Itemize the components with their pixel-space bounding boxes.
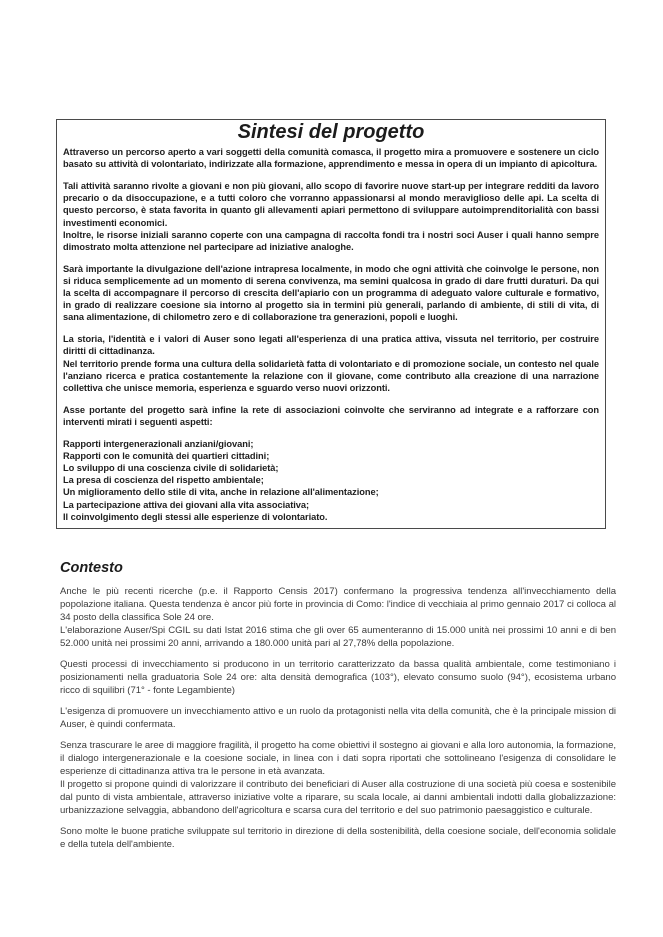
summary-paragraph: Inoltre, le risorse iniziali saranno coperte con una campagna di raccolta fondi tra i nostri soci Auser i quali hanno sempre dimostrato molta attenzione nel partecipare ad iniziative analoghe. bbox=[63, 229, 599, 252]
summary-paragraph: Tali attività saranno rivolte a giovani e non più giovani, allo scopo di favorire nuove start-up per integrare redditi da lavoro precario o da disoccupazione, e a tutti coloro che vorranno appassionarsi al mondo meraviglioso delle api. La scelta di questo percorso, è stata favorita in quanto gli allevamenti apiari permettono di sviluppare autoimprenditorialità con bassi investimenti economici. bbox=[63, 180, 599, 228]
aspect-item: Rapporti con le comunità dei quartieri cittadini; bbox=[63, 450, 270, 461]
aspect-item: La partecipazione attiva dei giovani alla vita associativa; bbox=[63, 499, 310, 510]
context-paragraph: L'esigenza di promuovere un invecchiamento attivo e un ruolo da protagonisti nella vita della comunità, che è la principale mission di Auser, è quindi confermata. bbox=[60, 706, 616, 730]
aspect-item: Rapporti intergenerazionali anziani/giovani; bbox=[63, 438, 254, 449]
context-paragraph: Il progetto si propone quindi di valorizzare il contributo dei beneficiari di Auser alla costruzione di una società più coesa e sostenibile dal punto di vista ambientale, attraverso iniziative volte a riparare, su scala locale, ai danni ambientali indotti dalla globalizzazione: urbanizzazione selvaggia, abbandono dell'agricoltura e scarsa cura del territorio e del suo patrimonio paesaggistico e culturale. bbox=[60, 779, 616, 816]
summary-paragraph: La storia, l'identità e i valori di Auser sono legati all'esperienza di una pratica attiva, vissuta nel territorio, per costruire diritti di cittadinanza. bbox=[63, 334, 599, 357]
summary-paragraph: Attraverso un percorso aperto a vari soggetti della comunità comasca, il progetto mira a promuovere e sostenere un ciclo basato su attività di volontariato, indirizzate alla formazione, apprendimento e messa in opera di un impianto di apicoltura. bbox=[63, 147, 599, 170]
aspect-item: Un miglioramento dello stile di vita, anche in relazione all'alimentazione; bbox=[63, 487, 379, 498]
summary-paragraph: Sarà importante la divulgazione dell'azione intrapresa localmente, in modo che ogni attività che coinvolge le persone, non si riduca semplicemente ad un momento di serena convivenza, ma semini qualcosa in grado di dare frutti duraturi. Da qui la scelta di accompagnare il percorso di crescita dell'apiario con un programma di adeguato valore culturale e formativo, in grado di realizzare coesione sia intorno al progetto sia in termini più generali, parlando di ambiente, di stili di vita, di sana alimentazione, di chilometro zero e di collaborazione tra generazioni, popoli e luoghi. bbox=[63, 263, 599, 323]
aspect-item: Il coinvolgimento degli stessi alle esperienze di volontariato. bbox=[63, 511, 328, 522]
context-paragraph: Questi processi di invecchiamento si producono in un territorio caratterizzato da bassa qualità ambientale, come testimoniano i posizionamenti nella graduatoria Sole 24 ore: alta densità demografica (103°), elevato consumo suolo (94°), ecosistema urbano ricco di squilibri (71° - fonte Legambiente) bbox=[60, 659, 616, 696]
context-paragraph: Sono molte le buone pratiche sviluppate sul territorio in direzione di della sostenibilità, della coesione sociale, dell'economia solidale e della tutela dell'ambiente. bbox=[60, 826, 616, 850]
summary-paragraph: Asse portante del progetto sarà infine la rete di associazioni coinvolte che serviranno ad integrate e a rafforzare con interventi mirati i seguenti aspetti: bbox=[63, 404, 599, 427]
aspect-item: La presa di coscienza del rispetto ambientale; bbox=[63, 475, 264, 486]
summary-paragraph: Nel territorio prende forma una cultura della solidarietà fatta di volontariato e di promozione sociale, un contesto nel quale l'anziano ricerca e pratica costantemente la relazione con il giovane, come contributo alla creazione di una narrazione collettiva che unisce memoria, esperienza e sguardo verso nuovi orizzonti. bbox=[63, 358, 599, 393]
context-paragraph: Senza trascurare le aree di maggiore fragilità, il progetto ha come obiettivi il sostegno ai giovani e alla loro autonomia, la formazione, il dialogo intergenerazionale e la coesione sociale, in linea con i dati sopra riportati che sottolineano l'esigenza di consolidare le esperienze di cittadinanza attiva tra le persone in età avanzata. bbox=[60, 740, 616, 777]
project-summary-box bbox=[56, 119, 606, 529]
summary-title: Sintesi del progetto bbox=[237, 121, 425, 143]
context-heading: Contesto bbox=[60, 560, 123, 576]
project-aspects-list bbox=[63, 438, 599, 523]
context-paragraph: Anche le più recenti ricerche (p.e. il Rapporto Censis 2017) confermano la progressiva tendenza all'invecchiamento della popolazione italiana. Questa tendenza è ancor più forte in provincia di Como: l'indice di vecchiaia al primo gennaio 2017 ci colloca al 34 posto della classifica Sole 24 ore. bbox=[60, 586, 616, 623]
context-paragraph: L'elaborazione Auser/Spi CGIL su dati Istat 2016 stima che gli over 65 aumenteranno di 15.000 unità nei prossimi 10 anni e di ben 52.000 unità nei prossimi 20 anni, arrivando a 180.000 unità pari al 27,78% della popolazione. bbox=[60, 625, 616, 649]
aspect-item: Lo sviluppo di una coscienza civile di solidarietà; bbox=[63, 462, 279, 473]
context-section bbox=[60, 561, 616, 851]
